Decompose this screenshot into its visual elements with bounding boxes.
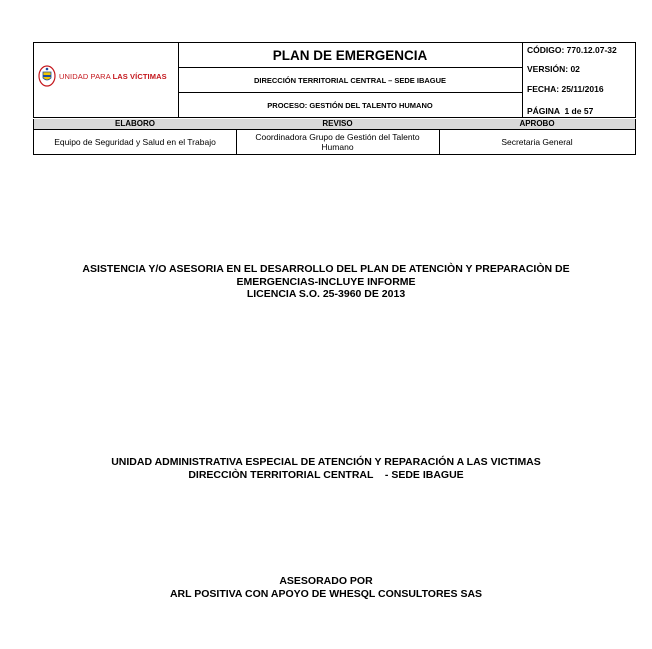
header-middle: [178, 43, 523, 117]
aprobo-label: APROBO: [439, 119, 635, 130]
document-header: [33, 42, 636, 118]
advisor-line: ASESORADO POR: [279, 575, 373, 587]
aprobo-value: Secretaria General: [501, 137, 573, 147]
document-process: PROCESO: GESTIÓN DEL TALENTO HUMANO: [267, 100, 433, 110]
signature-table: [33, 119, 636, 155]
org-line: DIRECCIÒN TERRITORIAL CENTRAL - SEDE IBAGUE: [188, 468, 464, 481]
aprobo-column: [439, 119, 635, 154]
pagina: PÁGINA 1 de 57: [527, 106, 594, 116]
reviso-value: Coordinadora Grupo de Gestión del Talento Humano: [255, 132, 420, 152]
organization-block: [0, 456, 652, 481]
advisor-block: [0, 575, 652, 600]
unidad-victimas-logo: [38, 65, 167, 87]
elaboro-column: [34, 119, 237, 154]
coat-of-arms-icon: [38, 65, 56, 87]
advisor-line: ARL POSITIVA CON APOYO DE WHESQL CONSULTORES SAS: [169, 587, 483, 600]
codigo: CÓDIGO: 770.12.07-32: [527, 45, 617, 55]
elaboro-value: Equipo de Seguridad y Salud en el Trabajo: [54, 137, 216, 147]
version: VERSIÓN: 02: [527, 64, 580, 74]
fecha: FECHA: 25/11/2016: [527, 84, 604, 94]
org-line: UNIDAD ADMINISTRATIVA ESPECIAL DE ATENCIÓN Y REPARACIÓN A LAS VICTIMAS: [111, 456, 541, 468]
title-line: EMERGENCIAS-INCLUYE INFORME: [236, 275, 416, 288]
title-line: LICENCIA S.O. 25-3960 DE 2013: [246, 288, 406, 300]
document-main-title: [0, 263, 652, 301]
document-title: PLAN DE EMERGENCIA: [178, 43, 522, 68]
title-line: ASISTENCIA Y/O ASESORIA EN EL DESARROLLO DEL PLAN DE ATENCIÒN Y PREPARACIÒN DE: [82, 263, 570, 275]
logo-text: UNIDAD PARA LAS VÍCTIMAS: [59, 71, 167, 81]
reviso-label: REVISO: [236, 119, 439, 130]
header-meta: [523, 43, 635, 117]
document-subtitle: DIRECCIÓN TERRITORIAL CENTRAL – SEDE IBAGUE: [178, 68, 522, 93]
reviso-column: [236, 119, 440, 154]
elaboro-label: ELABORO: [34, 119, 236, 130]
logo-cell: [34, 43, 179, 117]
